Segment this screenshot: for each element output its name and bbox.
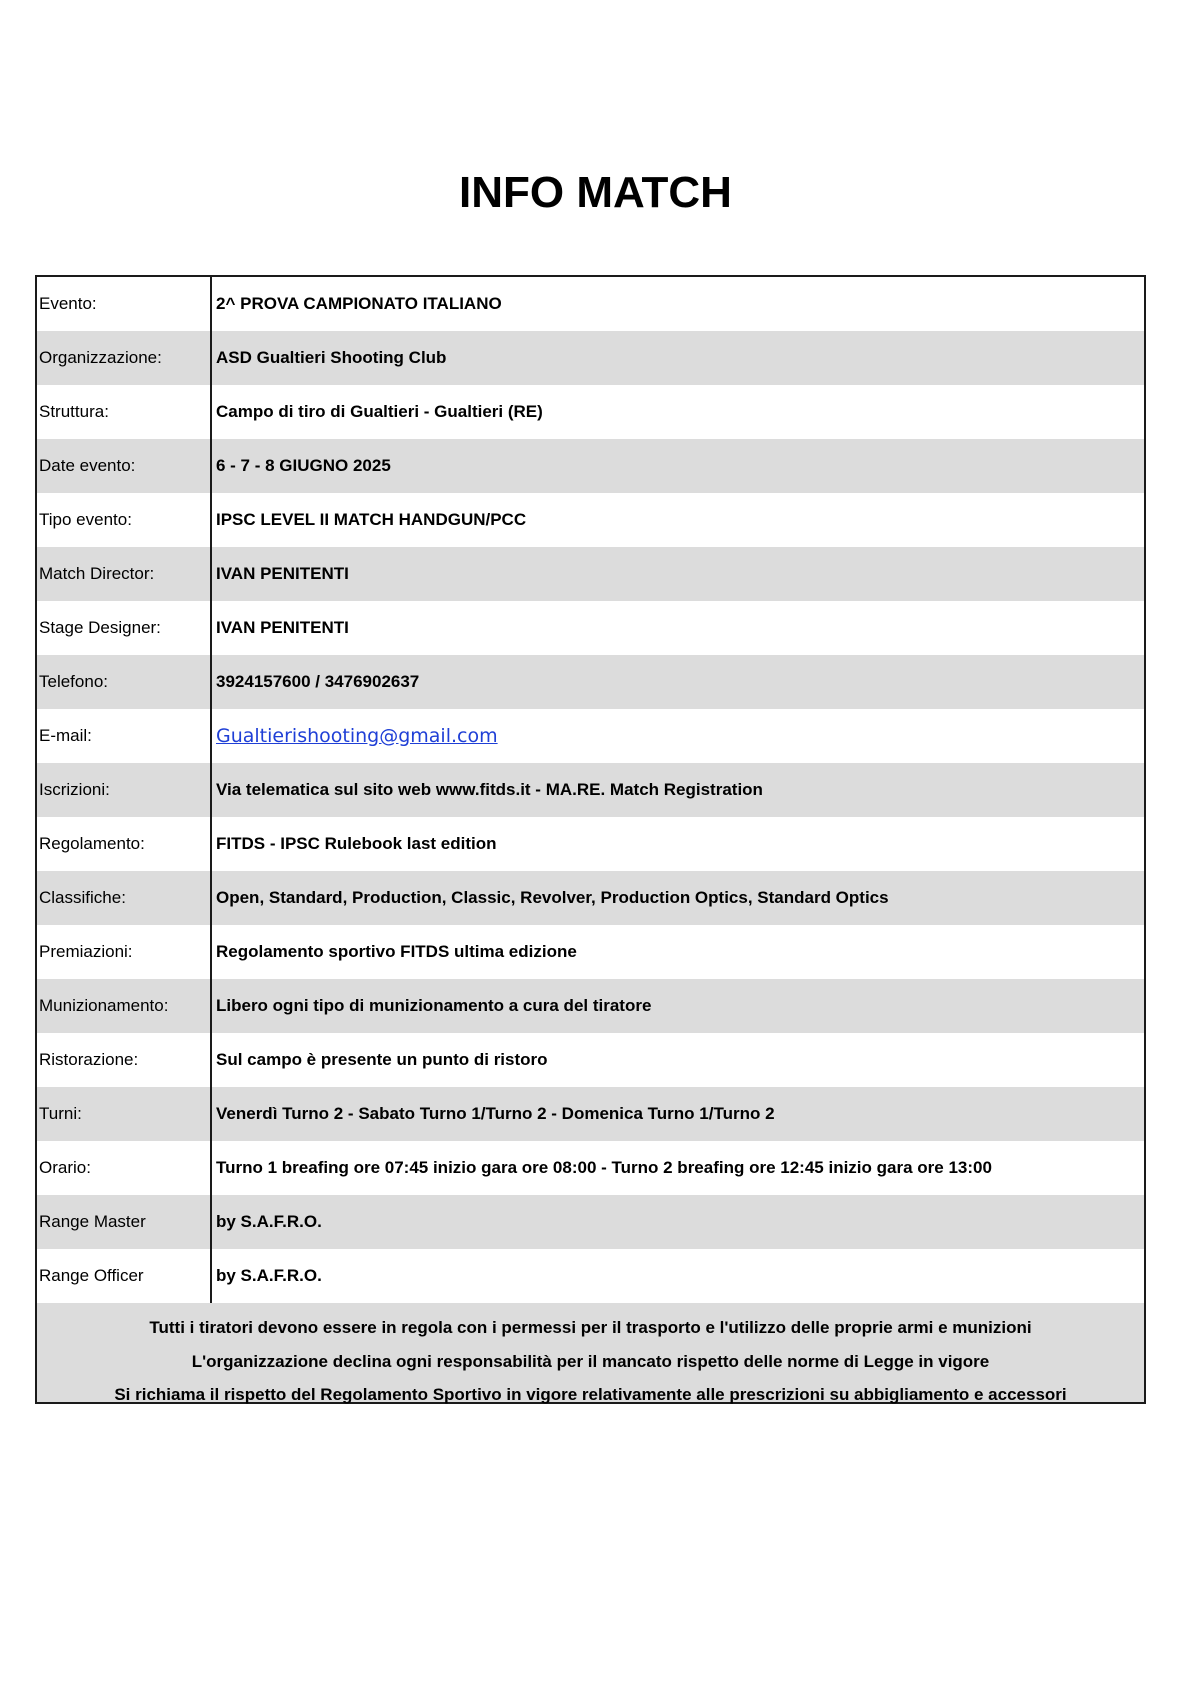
label-organizzazione: Organizzazione: — [37, 331, 212, 385]
value-premiazioni: Regolamento sportivo FITDS ultima edizione — [216, 942, 577, 961]
value-match-director: IVAN PENITENTI — [216, 564, 349, 583]
row-telefono — [37, 655, 1144, 709]
row-regolamento — [37, 817, 1144, 871]
label-iscrizioni: Iscrizioni: — [37, 763, 212, 817]
value-telefono: 3924157600 / 3476902637 — [216, 672, 420, 691]
label-range-officer: Range Officer — [37, 1249, 212, 1303]
row-stage-designer — [37, 601, 1144, 655]
row-premiazioni — [37, 925, 1144, 979]
label-evento: Evento: — [37, 277, 212, 331]
label-date-evento: Date evento: — [37, 439, 212, 493]
value-range-officer: by S.A.F.R.O. — [216, 1266, 322, 1285]
label-stage-designer: Stage Designer: — [37, 601, 212, 655]
row-email — [37, 709, 1144, 763]
label-email: E-mail: — [37, 709, 212, 763]
label-turni: Turni: — [37, 1087, 212, 1141]
label-regolamento: Regolamento: — [37, 817, 212, 871]
value-iscrizioni: Via telematica sul sito web www.fitds.it - MA.RE. Match Registration — [216, 780, 763, 799]
email-link[interactable]: Gualtierishooting@gmail.com — [216, 725, 498, 747]
row-tipo-evento — [37, 493, 1144, 547]
label-orario: Orario: — [37, 1141, 212, 1195]
page-title: INFO MATCH — [459, 168, 732, 217]
label-ristorazione: Ristorazione: — [37, 1033, 212, 1087]
label-tipo-evento: Tipo evento: — [37, 493, 212, 547]
value-ristorazione: Sul campo è presente un punto di ristoro — [216, 1050, 548, 1069]
row-struttura — [37, 385, 1144, 439]
note-line-regolamento: Si richiama il rispetto del Regolamento Sportivo in vigore relativamente alle prescrizioni su abbigliamento e accessori — [114, 1385, 1067, 1404]
row-iscrizioni — [37, 763, 1144, 817]
value-date-evento: 6 - 7 - 8 GIUGNO 2025 — [216, 456, 391, 475]
row-classifiche — [37, 871, 1144, 925]
row-match-director — [37, 547, 1144, 601]
value-email — [212, 709, 1144, 763]
value-tipo-evento: IPSC LEVEL II MATCH HANDGUN/PCC — [216, 510, 527, 529]
value-turni: Venerdì Turno 2 - Sabato Turno 1/Turno 2 - Domenica Turno 1/Turno 2 — [216, 1104, 775, 1123]
label-munizionamento: Munizionamento: — [37, 979, 212, 1033]
value-evento: 2^ PROVA CAMPIONATO ITALIANO — [216, 294, 502, 313]
row-munizionamento — [37, 979, 1144, 1033]
label-match-director: Match Director: — [37, 547, 212, 601]
row-evento — [37, 277, 1144, 331]
value-struttura: Campo di tiro di Gualtieri - Gualtieri (RE) — [216, 402, 543, 421]
row-organizzazione — [37, 331, 1144, 385]
label-premiazioni: Premiazioni: — [37, 925, 212, 979]
value-munizionamento: Libero ogni tipo di munizionamento a cura del tiratore — [216, 996, 652, 1015]
label-struttura: Struttura: — [37, 385, 212, 439]
row-range-master — [37, 1195, 1144, 1249]
value-stage-designer: IVAN PENITENTI — [216, 618, 349, 637]
notes-section — [37, 1303, 1144, 1402]
row-range-officer — [37, 1249, 1144, 1303]
row-ristorazione — [37, 1033, 1144, 1087]
value-orario: Turno 1 breafing ore 07:45 inizio gara ore 08:00 - Turno 2 breafing ore 12:45 inizio gara ore 13:00 — [216, 1158, 992, 1177]
label-telefono: Telefono: — [37, 655, 212, 709]
value-classifiche: Open, Standard, Production, Classic, Revolver, Production Optics, Standard Optics — [216, 888, 889, 907]
value-organizzazione: ASD Gualtieri Shooting Club — [216, 348, 447, 367]
value-range-master: by S.A.F.R.O. — [216, 1212, 322, 1231]
info-table — [35, 275, 1146, 1404]
label-classifiche: Classifiche: — [37, 871, 212, 925]
row-date-evento — [37, 439, 1144, 493]
label-range-master: Range Master — [37, 1195, 212, 1249]
note-line-responsabilita: L'organizzazione declina ogni responsabilità per il mancato rispetto delle norme di Legge in vigore — [191, 1351, 990, 1371]
note-line-permessi: Tutti i tiratori devono essere in regola con i permessi per il trasporto e l'utilizzo delle proprie armi e munizioni — [149, 1318, 1032, 1337]
row-orario — [37, 1141, 1144, 1195]
value-regolamento: FITDS - IPSC Rulebook last edition — [216, 834, 497, 853]
row-turni — [37, 1087, 1144, 1141]
